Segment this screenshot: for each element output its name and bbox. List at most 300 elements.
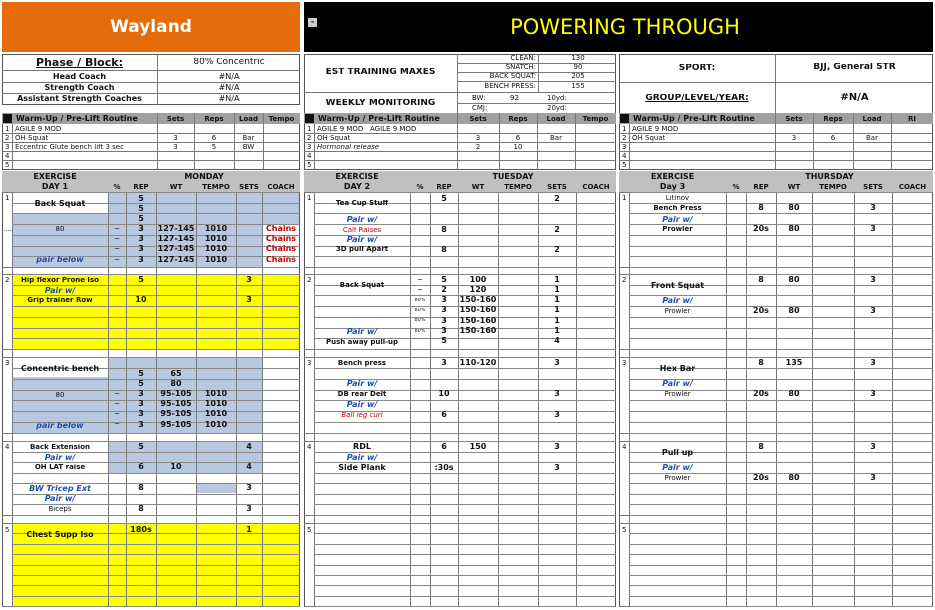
warmup-load[interactable]: Bar bbox=[242, 135, 255, 142]
grid-row-line bbox=[12, 192, 300, 193]
col-exercise: EXERCISE bbox=[650, 173, 695, 181]
rep-cell[interactable]: 3 bbox=[138, 400, 144, 408]
exercise-name[interactable]: Prowler bbox=[664, 308, 691, 315]
rep-cell[interactable]: 8 bbox=[138, 505, 144, 513]
grid-row-line bbox=[314, 368, 616, 369]
grid-row-line bbox=[629, 400, 933, 401]
tempo-cell[interactable]: 1010 bbox=[204, 235, 228, 243]
exercise-name[interactable]: DB rear Delt bbox=[337, 391, 387, 398]
grid-row-line bbox=[629, 411, 933, 412]
warmup-reps[interactable]: 10 bbox=[513, 144, 523, 151]
tempo-cell[interactable]: 1010 bbox=[204, 421, 228, 429]
sets-cell[interactable]: 4 bbox=[246, 443, 252, 451]
warmup-exercise[interactable]: AGILE 9 MOD bbox=[632, 126, 679, 133]
percent-label[interactable]: 80 bbox=[55, 392, 65, 399]
weekly-title: WEEKLY MONITORING bbox=[325, 99, 436, 108]
grid-row-line bbox=[314, 515, 616, 516]
pct-cell[interactable]: 80% bbox=[414, 329, 426, 334]
wt-cell[interactable]: 150-160 bbox=[459, 306, 497, 314]
col-sets: Sets bbox=[166, 116, 185, 123]
rep-cell[interactable]: 10 bbox=[135, 296, 147, 304]
block-num: 3 bbox=[307, 360, 312, 367]
wt-cell[interactable]: 80 bbox=[788, 474, 800, 482]
pct-cell[interactable]: ~ bbox=[114, 411, 120, 418]
exercise-name[interactable]: Hip flexor Prone Iso bbox=[21, 277, 99, 284]
block-num: 1 bbox=[307, 195, 312, 202]
pct-cell[interactable]: ~ bbox=[114, 401, 120, 408]
max-label: BACK SQUAT: bbox=[489, 73, 536, 80]
col-tempo: TEMPO bbox=[202, 184, 230, 191]
exercise-name[interactable]: Chest Supp Iso bbox=[26, 531, 94, 539]
strength-coach-label: Strength Coach bbox=[44, 84, 115, 92]
block-line bbox=[2, 433, 12, 434]
warmup-sets[interactable]: 3 bbox=[791, 135, 797, 142]
rep-cell[interactable]: 8 bbox=[758, 443, 764, 451]
col-reps: Reps bbox=[508, 116, 528, 123]
wt-cell[interactable]: 127-145 bbox=[157, 235, 195, 243]
pct-cell[interactable]: ~ bbox=[114, 226, 120, 233]
sets-cell[interactable]: 4 bbox=[246, 463, 252, 471]
grid-row-line bbox=[314, 585, 616, 586]
block-line bbox=[304, 357, 314, 358]
block-line bbox=[2, 357, 12, 358]
exercise-name[interactable]: Ball leg curl bbox=[341, 412, 383, 419]
warmup-sets[interactable]: 2 bbox=[475, 144, 481, 151]
row-num: 2 bbox=[307, 135, 312, 142]
sets-cell[interactable]: 3 bbox=[554, 443, 560, 451]
exercise-name[interactable]: Back Extension bbox=[29, 444, 91, 451]
block-num: 4 bbox=[622, 444, 627, 451]
exercise-name[interactable]: Concentric bench bbox=[20, 365, 100, 373]
rep-cell[interactable]: 3 bbox=[441, 317, 447, 325]
col-reps: Reps bbox=[823, 116, 843, 123]
rep-cell[interactable]: 3 bbox=[441, 296, 447, 304]
pct-cell[interactable]: 80% bbox=[414, 318, 426, 323]
grid-row-line bbox=[629, 246, 933, 247]
warmup-title: Warm-Up / Pre-Lift Routine bbox=[16, 115, 138, 123]
rep-cell[interactable]: 3 bbox=[441, 359, 447, 367]
exercise-name[interactable]: Back Squat bbox=[339, 282, 385, 289]
pct-cell[interactable]: ~ bbox=[114, 246, 120, 253]
col-tempo: TEMPO bbox=[819, 184, 847, 191]
rep-cell[interactable]: 5 bbox=[138, 215, 144, 223]
warmup-reps[interactable]: 6 bbox=[515, 135, 521, 142]
warmup-exercise[interactable]: OH Squat bbox=[317, 135, 351, 142]
block-num: 4 bbox=[307, 444, 312, 451]
percent-label[interactable]: 80 bbox=[55, 226, 65, 233]
wt-cell[interactable]: 95-105 bbox=[160, 421, 192, 429]
pair-label: Pair w/ bbox=[662, 380, 693, 388]
pct-cell[interactable]: 80% bbox=[414, 298, 426, 303]
row-num: 5 bbox=[5, 162, 10, 169]
wt-cell[interactable]: 80 bbox=[170, 380, 182, 388]
max-value[interactable]: 130 bbox=[571, 55, 585, 62]
coach-cell[interactable]: Chains bbox=[265, 225, 297, 233]
block-line bbox=[2, 441, 12, 442]
max-value[interactable]: 205 bbox=[571, 73, 585, 80]
wt-cell[interactable]: 80 bbox=[788, 204, 800, 212]
wt-cell[interactable]: 135 bbox=[785, 359, 803, 367]
exercise-name[interactable]: Prowler bbox=[664, 475, 691, 482]
grid-row-line bbox=[629, 317, 933, 318]
sport-value[interactable]: BJJ, General STR bbox=[813, 63, 896, 72]
rep-cell[interactable]: 3 bbox=[138, 390, 144, 398]
warmup-reps[interactable]: 5 bbox=[211, 144, 217, 151]
assistant-coaches-value[interactable]: #N/A bbox=[218, 95, 240, 103]
wt-cell[interactable]: 80 bbox=[788, 390, 800, 398]
exercise-name[interactable]: Bench press bbox=[337, 360, 387, 367]
sets-cell[interactable]: 1 bbox=[554, 306, 560, 314]
day-label: DAY 1 bbox=[41, 183, 69, 191]
warmup-load[interactable]: Bar bbox=[866, 135, 878, 142]
grid-row-line bbox=[314, 483, 616, 484]
rep-cell[interactable]: 8 bbox=[758, 276, 764, 284]
grid-row-line bbox=[629, 213, 933, 214]
grid-row-line bbox=[12, 473, 300, 474]
warmup-sets[interactable]: 3 bbox=[173, 144, 178, 151]
col-coach: COACH bbox=[898, 184, 927, 191]
grid-row-line bbox=[629, 575, 933, 576]
block-line bbox=[619, 433, 629, 434]
col-ri: RI bbox=[908, 116, 916, 123]
exercise-name[interactable]: Back Squat bbox=[34, 200, 86, 208]
block-num: 3 bbox=[5, 360, 10, 367]
grid-row-line bbox=[12, 285, 300, 286]
max-value[interactable]: 90 bbox=[573, 64, 583, 71]
pair-label: Pair w/ bbox=[346, 216, 378, 224]
sets-cell[interactable]: 2 bbox=[554, 195, 560, 203]
col-wt: WT bbox=[169, 184, 183, 191]
grid-row-line bbox=[314, 422, 616, 423]
bw-value[interactable]: 92 bbox=[510, 95, 519, 102]
team-name: Wayland bbox=[110, 19, 192, 36]
rep-cell[interactable]: 8 bbox=[138, 484, 144, 492]
grid-row-line bbox=[314, 441, 616, 442]
block-line bbox=[2, 349, 12, 350]
grid-row-line bbox=[12, 306, 300, 307]
col-exercise: EXERCISE bbox=[33, 173, 77, 181]
cmj-label: CMJ: bbox=[472, 105, 488, 112]
sets-cell[interactable]: 1 bbox=[554, 296, 560, 304]
pct-cell[interactable]: ~ bbox=[114, 421, 120, 428]
rep-cell[interactable]: 3 bbox=[441, 306, 447, 314]
warmup-exercise[interactable]: Hormonal release bbox=[317, 144, 380, 151]
rep-cell[interactable]: 3 bbox=[441, 327, 447, 335]
sets-cell[interactable]: 3 bbox=[554, 359, 560, 367]
tempo-cell[interactable]: 1010 bbox=[204, 245, 228, 253]
wt-cell[interactable]: 100 bbox=[469, 276, 487, 284]
warmup-exercise[interactable]: AGILE 9 MOD bbox=[15, 126, 62, 133]
exercise-name[interactable]: Pull up bbox=[661, 449, 694, 457]
grid-row-line bbox=[12, 544, 300, 545]
bw-label: BW: bbox=[472, 95, 486, 102]
row-num: 3 bbox=[5, 144, 10, 151]
sets-cell[interactable]: 3 bbox=[870, 204, 876, 212]
rep-cell[interactable]: 6 bbox=[441, 443, 447, 451]
col-pct: % bbox=[732, 184, 740, 191]
block-line bbox=[304, 523, 314, 524]
wt-cell[interactable]: 127-145 bbox=[157, 256, 195, 264]
rep-cell[interactable]: 20s bbox=[753, 474, 769, 482]
block-line bbox=[619, 274, 629, 275]
group-value[interactable]: #N/A bbox=[840, 93, 869, 103]
rep-cell[interactable]: 8 bbox=[758, 359, 764, 367]
pct-cell[interactable]: ~ bbox=[417, 277, 423, 284]
sets-cell[interactable]: 1 bbox=[554, 286, 560, 294]
max-label: CLEAN: bbox=[510, 55, 536, 62]
day-title: MONDAY bbox=[184, 173, 224, 181]
grid-row-line bbox=[629, 433, 933, 434]
col-wt: WT bbox=[471, 184, 485, 191]
pct-cell[interactable]: ~ bbox=[114, 236, 120, 243]
grid-row-line bbox=[314, 224, 616, 225]
grid-row-line bbox=[629, 533, 933, 534]
grid-row-line bbox=[314, 213, 616, 214]
wt-cell[interactable]: 80 bbox=[788, 225, 800, 233]
sport-label: SPORT: bbox=[678, 64, 716, 73]
grid-row-line bbox=[314, 433, 616, 434]
wt-cell[interactable]: 150-160 bbox=[459, 317, 497, 325]
sets-cell[interactable]: 4 bbox=[554, 337, 560, 345]
rep-cell[interactable]: 20s bbox=[753, 307, 769, 315]
grid-row-line bbox=[629, 295, 933, 296]
grid-row-line bbox=[314, 452, 616, 453]
wt-cell[interactable]: 65 bbox=[170, 370, 182, 378]
warmup-reps[interactable]: 6 bbox=[830, 135, 836, 142]
exercise-name[interactable]: RDL bbox=[353, 443, 371, 451]
tempo-cell[interactable]: 1010 bbox=[204, 256, 228, 264]
pct-cell[interactable]: ~ bbox=[114, 257, 120, 264]
sets-cell[interactable]: 2 bbox=[554, 226, 560, 234]
sets-cell[interactable]: 3 bbox=[554, 411, 560, 419]
rep-cell[interactable]: 3 bbox=[138, 245, 144, 253]
rep-cell[interactable]: 3 bbox=[138, 410, 144, 418]
rep-cell[interactable]: 5 bbox=[441, 195, 447, 203]
grid-row-line bbox=[12, 606, 300, 607]
wt-cell[interactable]: 95-105 bbox=[160, 390, 192, 398]
exercise-name[interactable]: Front Squat bbox=[650, 282, 705, 290]
group-label: GROUP/LEVEL/YEAR: bbox=[645, 94, 749, 103]
sets-cell[interactable]: 1 bbox=[554, 317, 560, 325]
rep-cell[interactable]: 5 bbox=[441, 276, 447, 284]
col-wt: WT bbox=[787, 184, 801, 191]
row-num: 4 bbox=[5, 153, 10, 160]
col-reps: Reps bbox=[204, 116, 224, 123]
sets-cell[interactable]: 1 bbox=[554, 327, 560, 335]
rep-cell[interactable]: 8 bbox=[441, 226, 447, 234]
sets-cell[interactable]: 3 bbox=[554, 464, 560, 472]
rep-cell[interactable]: 20s bbox=[753, 225, 769, 233]
sets-cell[interactable]: 2 bbox=[554, 246, 560, 254]
row-num: 2 bbox=[5, 135, 10, 142]
rep-cell[interactable]: 3 bbox=[138, 225, 144, 233]
sets-cell[interactable]: 3 bbox=[870, 474, 876, 482]
wt-cell[interactable]: 127-145 bbox=[157, 225, 195, 233]
rep-cell[interactable]: 8 bbox=[441, 246, 447, 254]
block-line bbox=[619, 515, 629, 516]
exercise-name[interactable]: Tea Cup Stuff bbox=[335, 200, 389, 207]
sets-cell[interactable]: 1 bbox=[554, 276, 560, 284]
warmup-exercise[interactable]: OH Squat bbox=[632, 135, 666, 142]
grid-row-line bbox=[629, 441, 933, 442]
sets-cell[interactable]: 3 bbox=[870, 276, 876, 284]
tempo-cell[interactable]: 1010 bbox=[204, 390, 228, 398]
warmup-exercise[interactable]: AGILE 9 MOD bbox=[370, 126, 417, 133]
pct-cell[interactable]: 80% bbox=[414, 308, 426, 313]
warmup-sets[interactable]: 3 bbox=[475, 135, 481, 142]
yd20-label: 20yd: bbox=[547, 105, 567, 112]
block-line bbox=[304, 515, 314, 516]
pair-label: Pair w/ bbox=[662, 297, 693, 305]
wt-cell[interactable]: 80 bbox=[788, 307, 800, 315]
phase-value[interactable]: 80% Concentric bbox=[193, 58, 265, 67]
rep-cell[interactable]: 6 bbox=[441, 411, 447, 419]
exercise-name[interactable]: Bench Press bbox=[653, 205, 702, 212]
sets-cell[interactable]: 3 bbox=[870, 225, 876, 233]
strength-coach-value[interactable]: #N/A bbox=[218, 84, 240, 92]
sets-cell[interactable]: 3 bbox=[246, 276, 252, 284]
grid-row-line bbox=[629, 357, 933, 358]
wt-cell[interactable]: 127-145 bbox=[157, 245, 195, 253]
rep-cell[interactable]: 5 bbox=[138, 205, 144, 213]
rep-cell[interactable]: 5 bbox=[441, 337, 447, 345]
pct-cell[interactable]: ~ bbox=[417, 287, 423, 294]
exercise-name[interactable]: Prowler bbox=[662, 226, 693, 233]
rep-cell[interactable]: 180s bbox=[130, 526, 152, 534]
grid-row-line bbox=[629, 274, 933, 275]
tempo-cell[interactable]: 1010 bbox=[204, 400, 228, 408]
rep-cell[interactable]: 3 bbox=[138, 235, 144, 243]
pct-cell[interactable]: ~ bbox=[114, 391, 120, 398]
pair-label: Pair w/ bbox=[44, 495, 76, 503]
sets-cell[interactable]: 3 bbox=[870, 359, 876, 367]
head-coach-value[interactable]: #N/A bbox=[218, 73, 240, 81]
block-num: 4 bbox=[5, 444, 10, 451]
exercise-name[interactable]: Hex Bar bbox=[659, 365, 696, 373]
wt-cell[interactable]: 150-160 bbox=[459, 296, 497, 304]
rep-cell[interactable]: 20s bbox=[753, 390, 769, 398]
coach-cell[interactable]: Chains bbox=[265, 256, 297, 264]
max-label: BENCH PRESS: bbox=[484, 83, 536, 90]
exercise-name[interactable]: Push away pull-up bbox=[325, 339, 399, 346]
sets-cell[interactable]: 3 bbox=[870, 443, 876, 451]
exercise-name[interactable]: Calf Raises bbox=[342, 227, 382, 234]
col-pct: % bbox=[416, 184, 424, 191]
exercise-name[interactable]: 3D pull Apart bbox=[335, 246, 389, 253]
rep-cell[interactable]: 5 bbox=[138, 195, 144, 203]
rep-cell[interactable]: 8 bbox=[758, 204, 764, 212]
coach-cell[interactable]: Chains bbox=[265, 235, 297, 243]
wt-cell[interactable]: 95-105 bbox=[160, 410, 192, 418]
pair-label: Pair w/ bbox=[346, 328, 378, 336]
block-line bbox=[304, 441, 314, 442]
grid-row-line bbox=[12, 433, 300, 434]
warmup-sets[interactable]: 3 bbox=[173, 135, 178, 142]
grid-row-line bbox=[12, 585, 300, 586]
wt-cell[interactable]: 95-105 bbox=[160, 400, 192, 408]
col-tempo: Tempo bbox=[582, 116, 609, 123]
row-num: 4 bbox=[622, 153, 627, 160]
block-line bbox=[2, 515, 12, 516]
row-num: 5 bbox=[622, 162, 627, 169]
rep-cell[interactable]: 5 bbox=[138, 380, 144, 388]
ellipsis: .... bbox=[3, 226, 12, 233]
exercise-name[interactable]: BW Tricep Ext bbox=[29, 485, 91, 493]
grid-row-line bbox=[314, 274, 616, 275]
warmup-reps[interactable]: 6 bbox=[211, 135, 217, 142]
exercise-name[interactable]: Biceps bbox=[48, 506, 72, 513]
rep-cell[interactable]: 10 bbox=[438, 390, 450, 398]
grid-row-line bbox=[629, 328, 933, 329]
rep-cell[interactable]: 2 bbox=[441, 286, 447, 294]
grid-row-line bbox=[629, 338, 933, 339]
exercise-name[interactable]: Grip trainer Row bbox=[27, 297, 93, 304]
grid-row-line bbox=[314, 192, 616, 193]
exercise-name[interactable]: OH LAT raise bbox=[34, 464, 86, 471]
warmup-exercise[interactable]: Eccentric Glute bench lift 3 sec bbox=[15, 144, 124, 151]
grid-row-line bbox=[12, 349, 300, 350]
wt-cell[interactable]: 110-120 bbox=[459, 359, 497, 367]
pair-label: Pair w/ bbox=[662, 464, 693, 472]
block-line bbox=[619, 606, 629, 607]
sets-cell[interactable]: 3 bbox=[554, 390, 560, 398]
grid-row-line bbox=[629, 267, 933, 268]
head-coach-label: Head Coach bbox=[52, 73, 107, 81]
block-line bbox=[304, 267, 314, 268]
col-rep: REP bbox=[436, 184, 452, 191]
rep-cell[interactable]: 5 bbox=[138, 370, 144, 378]
sets-cell[interactable]: 1 bbox=[246, 526, 252, 534]
warmup-load[interactable]: Bar bbox=[550, 135, 562, 142]
exercise-name[interactable]: Prowler bbox=[664, 391, 691, 398]
block-num: 3 bbox=[622, 360, 627, 367]
grid-row-line bbox=[629, 192, 933, 193]
max-value[interactable]: 155 bbox=[571, 83, 585, 90]
col-sets: SETS bbox=[239, 184, 259, 191]
rep-cell[interactable]: 5 bbox=[138, 443, 144, 451]
sets-cell[interactable]: 3 bbox=[246, 505, 252, 513]
wt-cell[interactable]: 150-160 bbox=[459, 327, 497, 335]
sets-cell[interactable]: 3 bbox=[246, 484, 252, 492]
warmup-exercise[interactable]: OH Squat bbox=[15, 135, 49, 142]
rep-cell[interactable]: 5 bbox=[138, 276, 144, 284]
sets-cell[interactable]: 3 bbox=[870, 390, 876, 398]
wt-cell[interactable]: 10 bbox=[170, 463, 182, 471]
wt-cell[interactable]: 150 bbox=[469, 443, 487, 451]
grid-row-line bbox=[629, 565, 933, 566]
tempo-cell[interactable]: 1010 bbox=[204, 225, 228, 233]
grid-row-line bbox=[12, 328, 300, 329]
tempo-cell[interactable]: 1010 bbox=[204, 410, 228, 418]
block-line bbox=[2, 523, 12, 524]
warmup-exercise[interactable]: AGILE 9 MOD bbox=[317, 126, 364, 133]
warmup-load[interactable]: BW bbox=[242, 144, 255, 151]
coach-cell[interactable]: Chains bbox=[265, 245, 297, 253]
warmup-title: Warm-Up / Pre-Lift Routine bbox=[633, 115, 755, 123]
rep-cell[interactable]: 6 bbox=[138, 463, 144, 471]
wt-cell[interactable]: 120 bbox=[469, 286, 487, 294]
sets-cell[interactable]: 3 bbox=[870, 307, 876, 315]
sets-cell[interactable]: 3 bbox=[246, 296, 252, 304]
rep-cell[interactable]: 3 bbox=[138, 421, 144, 429]
exercise-name[interactable]: Litinov bbox=[665, 195, 690, 202]
rep-cell[interactable]: :30s bbox=[434, 464, 454, 472]
block-line bbox=[619, 523, 629, 524]
wt-cell[interactable]: 80 bbox=[788, 276, 800, 284]
rep-cell[interactable]: 3 bbox=[138, 256, 144, 264]
exercise-name[interactable]: Side Plank bbox=[338, 464, 386, 472]
phase-label: Phase / Block: bbox=[36, 57, 123, 68]
